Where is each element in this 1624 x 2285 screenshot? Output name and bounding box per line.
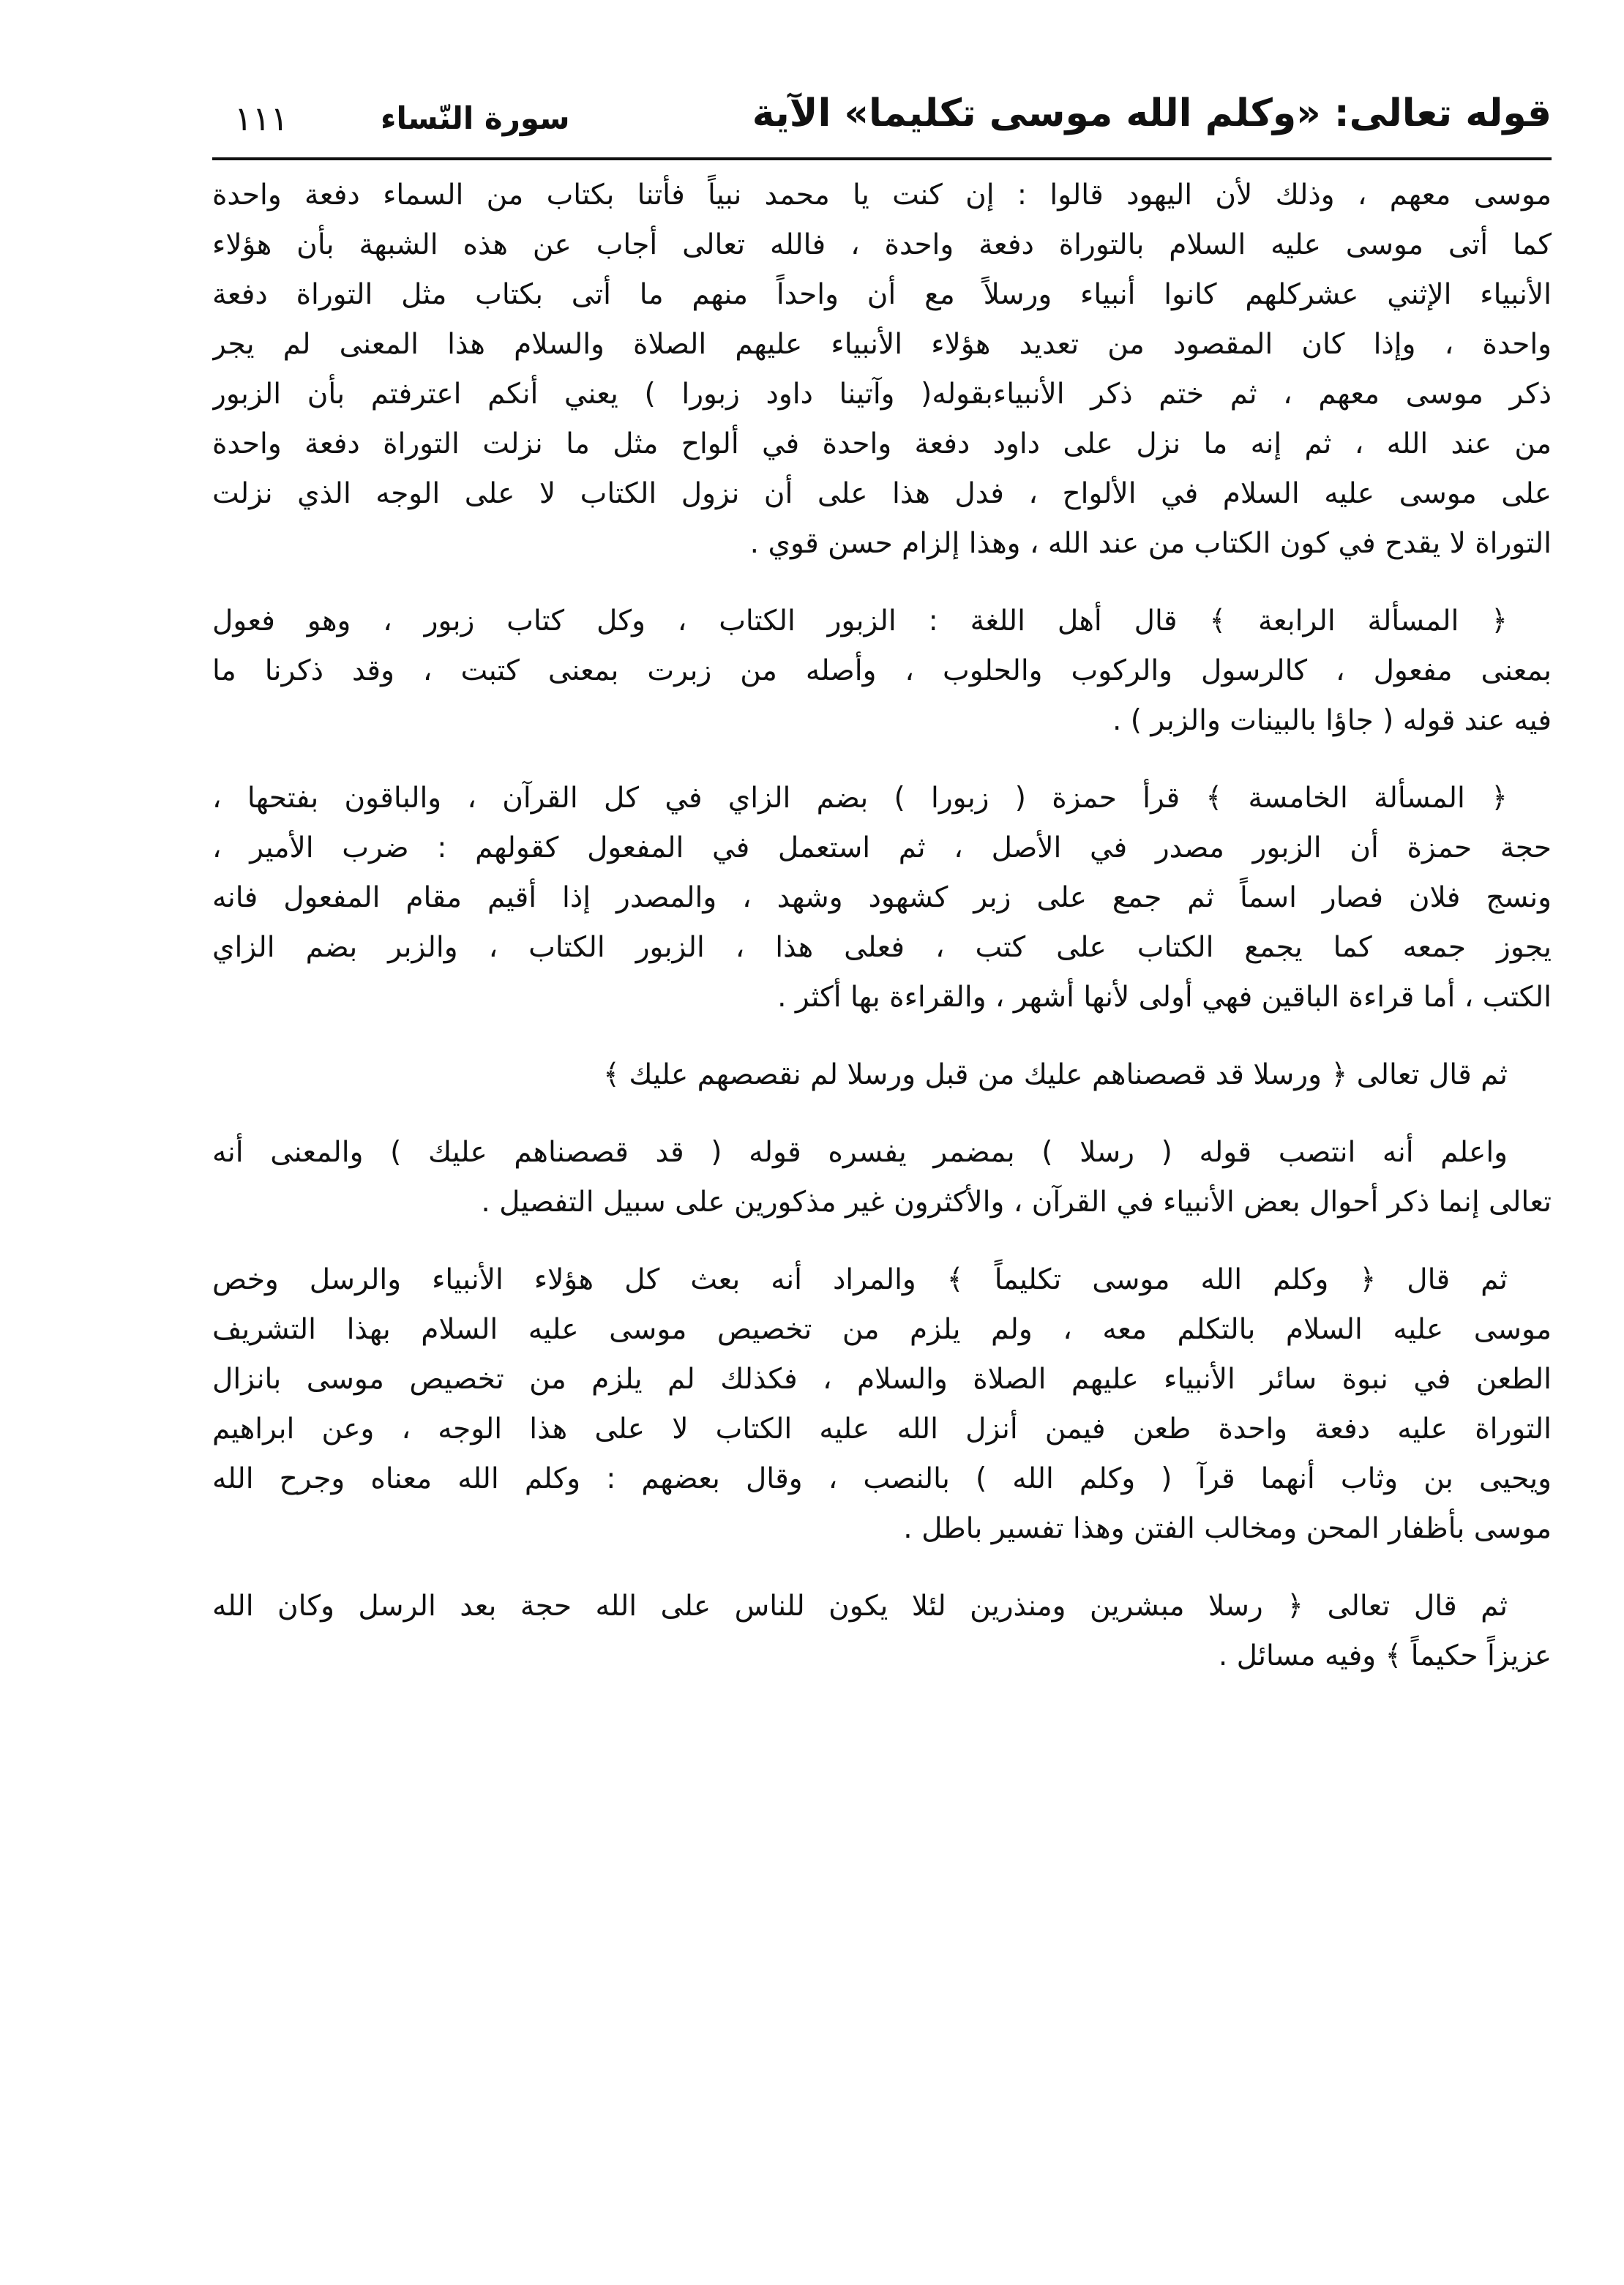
header-title: قوله تعالى: «وكلم الله موسى تكليما» الآية [752,91,1552,135]
paragraph-kallama [212,1255,1552,1554]
paragraph-verse-rusulan [212,1050,1552,1100]
page-number: ١١١ [234,99,289,138]
text-line: ثم قال تعالى ﴿ رسلا مبشرين ومنذرين لئلا يكون للناس على الله حجة بعد الرسل وكان الله [212,1590,1508,1623]
text-line: ﴿ المسألة الرابعة ﴾ قال أهل اللغة : الزبور الكتاب ، وكل كتاب زبور ، وهو فعول [212,605,1508,637]
paragraph-mubashshirin [212,1582,1552,1681]
text-line: بمعنى مفعول ، كالرسول والركوب والحلوب ، وأصله من زبرت بمعنى كتبت ، وقد ذكرنا ما [212,654,1552,687]
text-line: التوراة عليه دفعة واحدة طعن فيمن أنزل الله عليه الكتاب لا على هذا الوجه ، وعن ابراهيم [212,1413,1552,1446]
text-line: تعالى إنما ذكر أحوال بعض الأنبياء في القرآن ، والأكثرون غير مذكورين على سبيل التفصيل . [481,1186,1552,1219]
text-line: الطعن في نبوة سائر الأنبياء عليهم الصلاة والسلام ، فكذلك لم يلزم من تخصيص موسى بانزال [212,1363,1552,1396]
page-body [212,171,1552,1709]
text-line: الأنبياء الإثني عشركلهم كانوا أنبياء ورسلاً مع أن واحداً منهم ما أتى بكتاب مثل التوراة دفعة [212,278,1552,311]
text-line: موسى معهم ، وذلك لأن اليهود قالوا : إن كنت يا محمد نبياً فأتنا بكتاب من السماء دفعة واحدة [212,179,1552,212]
text-line: كما أتى موسى عليه السلام بالتوراة دفعة واحدة ، فالله تعالى أجاب عن هذه الشبهة بأن هؤلاء [212,228,1552,261]
header-surah-name: سورة النّساء [381,100,570,136]
text-line: حجة حمزة أن الزبور مصدر في الأصل ، ثم استعمل في المفعول كقولهم : ضرب الأمير ، [212,831,1552,864]
paragraph-masala-khamisa [212,774,1552,1022]
text-line: ونسج فلان فصار اسماً ثم جمع على زبر كشهود وشهد ، والمصدر إذا أقيم مقام المفعول فانه [212,881,1552,914]
text-line: عزيزاً حكيماً ﴾ وفيه مسائل . [1218,1639,1552,1672]
text-line: واعلم أنه انتصب قوله ( رسلا ) بمضمر يفسره قوله ( قد قصصناهم عليك ) والمعنى أنه [212,1136,1508,1169]
text-line: واحدة ، وإذا كان المقصود من تعديد هؤلاء الأنبياء عليهم الصلاة والسلام هذا المعنى لم يجر [212,328,1552,361]
text-line: يجوز جمعه كما يجمع الكتاب على كتب ، فعلى هذا ، الزبور الكتاب ، والزبر بضم الزاي [212,931,1552,964]
text-line: ويحيى بن وثاب أنهما قرآ ( وكلم الله ) بالنصب ، وقال بعضهم : وكلم الله معناه وجرح الله [212,1462,1552,1495]
text-line: فيه عند قوله ( جاؤا بالبينات والزبر ) . [1112,704,1552,737]
text-line: الكتب ، أما قراءة الباقين فهي أولى لأنها أشهر ، والقراءة بها أكثر . [777,981,1552,1014]
text-line: على موسى عليه السلام في الألواح ، فدل هذا على أن نزول الكتاب لا على الوجه الذي نزلت [212,477,1552,510]
paragraph-1 [212,171,1552,569]
paragraph-explanation [212,1128,1552,1227]
text-line: موسى بأظفار المحن ومخالب الفتن وهذا تفسير باطل . [903,1512,1552,1545]
text-line: ذكر موسى معهم ، ثم ختم ذكر الأنبياءبقوله( وآتينا داود زبورا ) يعني أنكم اعترفتم بأن الزبور [212,378,1552,411]
text-line: التوراة لا يقدح في كون الكتاب من عند الله ، وهذا إلزام حسن قوي . [749,527,1552,560]
text-line: ﴿ المسألة الخامسة ﴾ قرأ حمزة ( زبورا ) بضم الزاي في كل القرآن ، والباقون بفتحها ، [212,782,1508,815]
text-line: ثم قال تعالى ﴿ ورسلا قد قصصناهم عليك من قبل ورسلا لم نقصصهم عليك ﴾ [603,1058,1508,1091]
text-line: ثم قال ﴿ وكلم الله موسى تكليماً ﴾ والمراد أنه بعث كل هؤلاء الأنبياء والرسل وخص [212,1263,1508,1296]
paragraph-masala-rabia [212,597,1552,746]
text-line: موسى عليه السلام بالتكلم معه ، ولم يلزم من تخصيص موسى عليه السلام بهذا التشريف [212,1313,1552,1346]
running-header [212,70,1552,160]
book-page [212,70,1552,2251]
text-line: من عند الله ، ثم إنه ما نزل على داود دفعة واحدة في ألواح مثل ما نزلت التوراة دفعة واحدة [212,427,1552,460]
